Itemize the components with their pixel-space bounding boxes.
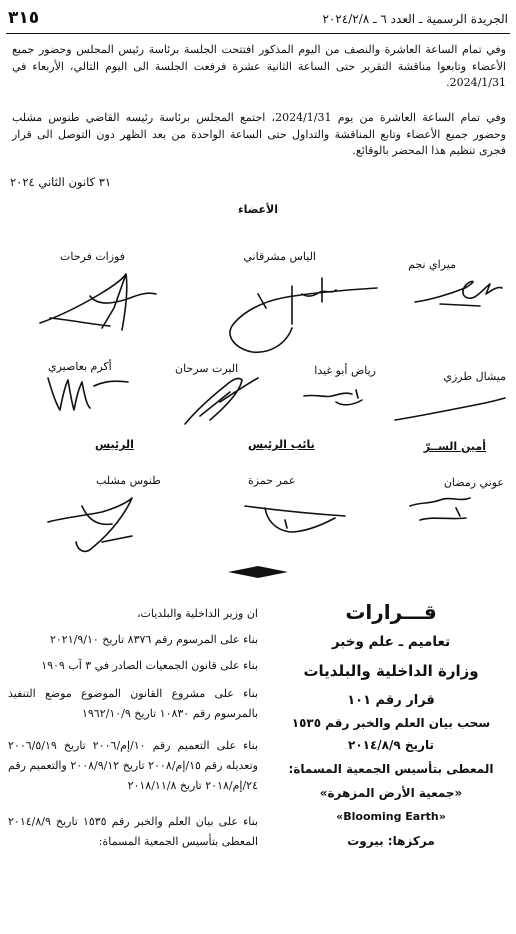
decisions-subtitle: تعاميم ـ علم وخبر	[331, 634, 451, 650]
member-name-3: فوزات فرحات	[60, 250, 125, 263]
signature-1	[410, 272, 505, 312]
signature-5	[296, 384, 376, 414]
preamble-clause-3: بناء على مشروع القانون الموضوع موضع التنفيذ بالمرسوم رقم ١٠٨٣٠ تاريخ ١٩٦٢/١٠/٩	[8, 687, 258, 720]
vice-president-role: نائب الرئيس	[248, 438, 315, 451]
member-name-2: الياس مشرقاني	[243, 250, 316, 263]
association-english: «Blooming Earth»	[336, 810, 446, 823]
page-number: ٣١٥	[8, 8, 40, 28]
secretary-name: عوني رمضان	[443, 476, 504, 489]
decision-date: تاريخ ٢٠١٤/٨/٩	[348, 738, 434, 752]
member-name-4: ميشال طرزي	[443, 370, 506, 383]
minutes-date: ٣١ كانون الثاني ٢٠٢٤	[10, 175, 112, 189]
signature-president	[42, 492, 142, 562]
minutes-paragraph-1: وفي تمام الساعة العاشرة والنصف من اليوم المذكور افتتحت الجلسة برئاسة رئيس المجلس وحضور جميع الأعضاء وتابعوا مناقشة التقرير حتى الساعة الثانية عشرة فرفعت الجلسة الى اليوم التالي، الأربعاء في 2024/1/31.	[12, 43, 506, 89]
member-name-5: رياض أبو غيدا	[314, 364, 376, 377]
page-header	[6, 8, 510, 34]
signature-3	[30, 268, 160, 338]
member-name-7: أكرم بعاصيري	[48, 360, 112, 373]
preamble-clause-4: بناء على التعميم رقم ١٠/إم/٢٠٠٦ تاريخ ٢٠٠٦/٥/١٩ وتعديله رقم ١٥/إم/٢٠٠٨ تاريخ ٢٠٠٨/٩/١٢ والتعميم رقم ٢٤/إم/٢٠١٨ تاريخ ٢٠١٨/١١/٨	[8, 739, 258, 792]
decisions-title: قـــرارات	[345, 600, 437, 624]
withdrawal-line: سحب بيان العلم والخبر رقم ١٥٣٥	[291, 716, 491, 730]
signature-6	[180, 372, 265, 432]
vice-president-name: عمر حمزة	[248, 474, 296, 487]
signature-2	[222, 268, 382, 358]
minutes-paragraph-2: وفي تمام الساعة العاشرة من يوم 2024/1/31، اجتمع المجلس برئاسة رئيسه القاضي طنوس مشلب وحضور جميع الأعضاء وتابع المناقشة والتداول حتى الساعة الواحدة من بعد الظهر دون التوصل الى قرار فجرى تنظيم هذا المحضر بالوقائع.	[12, 111, 506, 157]
decision-number: قرار رقم ١٠١	[347, 693, 435, 708]
member-name-6: اليرت سرحان	[175, 362, 239, 375]
association-arabic: «جمعية الأرض المزهرة»	[319, 786, 463, 800]
headquarters: مركزها: بيروت	[347, 834, 435, 848]
president-name: طنوس مشلب	[96, 474, 161, 487]
members-heading: الأعضاء	[237, 203, 279, 216]
signature-secretary	[400, 490, 490, 530]
preamble-clause-1: بناء على المرسوم رقم ٨٣٧٦ تاريخ ٢٠٢١/٩/١٠	[49, 633, 258, 646]
preamble-addressee: ان وزير الداخلية والبلديات،	[136, 607, 258, 620]
ministry-name: وزارة الداخلية والبلديات	[303, 662, 479, 680]
preamble-clause-5: بناء على بيان العلم والخبر رقم ١٥٣٥ تاريخ ٢٠١٤/٨/٩ المعطى بتأسيس الجمعية المسماة:	[8, 815, 258, 848]
section-divider	[228, 565, 288, 579]
president-role: الرئيس	[95, 438, 134, 451]
granted-line: المعطى بتأسيس الجمعية المسماة:	[288, 762, 494, 776]
signature-7	[40, 372, 135, 417]
signature-vice	[235, 498, 355, 543]
secretary-role: أمين الســرّ	[423, 440, 486, 453]
gazette-title: الجريدة الرسمية ـ العدد ٦ ـ ٢٠٢٤/٢/٨	[322, 12, 508, 26]
preamble-clause-2: بناء على قانون الجمعيات الصادر في ٣ آب ١٩٠٩	[41, 659, 258, 672]
signature-4	[390, 396, 510, 426]
member-name-1: ميراي نجم	[408, 258, 456, 271]
